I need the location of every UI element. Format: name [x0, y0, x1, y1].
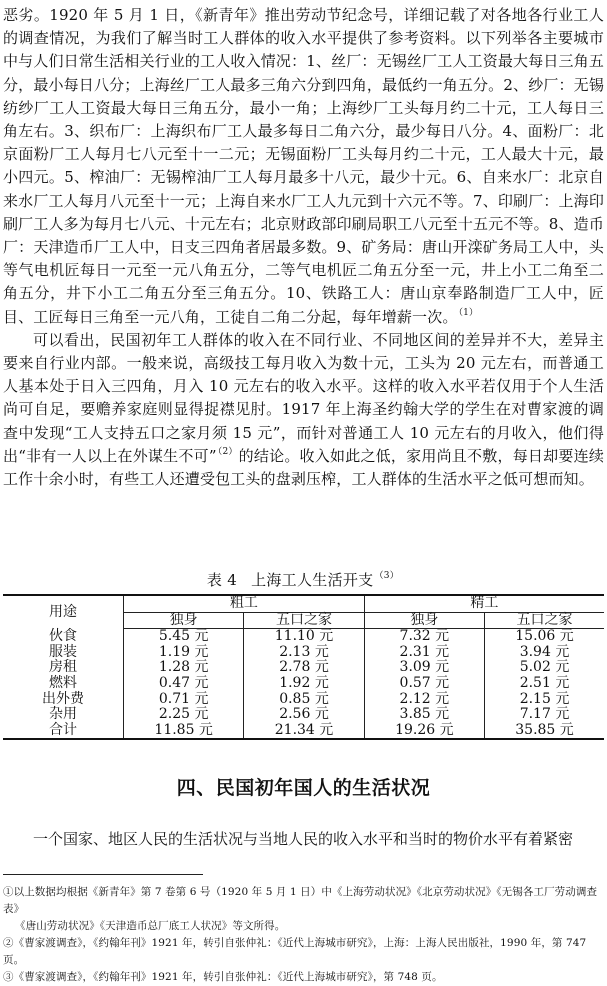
table-cell: 15.06 元 — [485, 629, 604, 645]
table-cell: 2.31 元 — [364, 645, 484, 661]
footnote-text: ①以上数据均根据《新青年》第 7 卷第 6 号（1920 年 5 月 1 日）中《上海劳动状况》《北京劳动状况》《无锡各工厂劳动调查表》 — [3, 886, 598, 915]
table-cell: 3.09 元 — [364, 660, 484, 676]
column-group-skilled: 精工 — [364, 595, 604, 612]
table-row — [3, 707, 604, 723]
table-cell: 2.13 元 — [244, 645, 364, 661]
table-title: 上海工人生活开支 — [251, 571, 374, 589]
table-row — [3, 692, 604, 708]
footnote-1 — [3, 884, 604, 935]
row-label: 出外费 — [3, 692, 124, 708]
footnote-ref-3[interactable]: （3） — [374, 571, 400, 581]
footnote-ref-2[interactable]: （2） — [217, 446, 238, 457]
table-cell: 2.15 元 — [485, 692, 604, 708]
table-cell: 11.10 元 — [244, 629, 364, 645]
table-cell: 7.17 元 — [485, 707, 604, 723]
subheader-family: 五口之家 — [244, 612, 364, 629]
table-cell: 1.28 元 — [124, 660, 244, 676]
table-cell: 0.57 元 — [364, 676, 484, 692]
table-cell: 1.92 元 — [244, 676, 364, 692]
table-cell: 5.02 元 — [485, 660, 604, 676]
footnotes — [3, 884, 604, 986]
table-cell: 0.85 元 — [244, 692, 364, 708]
subheader-family: 五口之家 — [485, 612, 604, 629]
row-label: 合计 — [3, 723, 124, 740]
table-cell: 3.85 元 — [364, 707, 484, 723]
table-cell: 35.85 元 — [485, 723, 604, 740]
paragraph-income-analysis — [3, 329, 604, 491]
column-group-rough: 粗工 — [124, 595, 365, 612]
table-number: 表 4 — [206, 571, 238, 589]
table-cell: 19.26 元 — [364, 723, 484, 740]
table-cell: 7.32 元 — [364, 629, 484, 645]
paragraph-worker-income — [3, 4, 604, 329]
table-row — [3, 660, 604, 676]
table-row — [3, 629, 604, 645]
table-cell: 11.85 元 — [124, 723, 244, 740]
table-row — [3, 676, 604, 692]
expense-table — [3, 594, 604, 740]
table-cell: 0.47 元 — [124, 676, 244, 692]
column-header-use: 用途 — [3, 595, 124, 629]
table-header-row — [3, 595, 604, 612]
footnote-2: ②《曹家渡调查》，《约翰年刊》1921 年，转引自张仲礼：《近代上海城市研究》，上海：上海人民出版社，1990 年，第 747 页。 — [3, 937, 587, 966]
row-label: 伙食 — [3, 629, 124, 645]
table-cell: 2.12 元 — [364, 692, 484, 708]
table-caption — [0, 570, 607, 590]
footnote-ref-1[interactable]: （1） — [458, 307, 479, 318]
table-cell: 2.56 元 — [244, 707, 364, 723]
subheader-single: 独身 — [364, 612, 484, 629]
footnote-text: 《唐山劳动状况》《天津造币总厂底工人状况》等文所得。 — [15, 920, 286, 932]
row-label: 杂用 — [3, 707, 124, 723]
table-cell: 2.78 元 — [244, 660, 364, 676]
table-cell: 21.34 元 — [244, 723, 364, 740]
table-cell: 0.71 元 — [124, 692, 244, 708]
table-row — [3, 645, 604, 661]
footnote-3: ③《曹家渡调查》，《约翰年刊》1921 年，转引自张仲礼：《近代上海城市研究》，第 748 页。 — [3, 971, 443, 983]
table-row-total — [3, 723, 604, 740]
paragraph-text: 的结论。收入如此之低，家用尚且不敷，每日却要连续工作十余小时，有些工人还遭受包工头的盘剥压榨，工人群体的生活水平之低可想而知。 — [3, 446, 604, 489]
paragraph-living-conditions: 一个国家、地区人民的生活状况与当地人民的收入水平和当时的物价水平有着紧密 — [33, 830, 574, 848]
table-cell: 3.94 元 — [485, 645, 604, 661]
row-label: 燃料 — [3, 676, 124, 692]
section-heading: 四、民国初年国人的生活状况 — [176, 777, 431, 799]
table-cell: 2.25 元 — [124, 707, 244, 723]
subheader-single: 独身 — [124, 612, 244, 629]
body-text — [3, 4, 604, 491]
paragraph-text: 恶劣。1920 年 5 月 1 日，《新青年》推出劳动节纪念号，详细记载了对各地各行业工人的调查情况，为我们了解当时工人群体的收入水平提供了参考资料。以下列举各主要城市中与人们日常生活相关行业的工人收入情况：1、丝厂：无锡丝厂工人工资最大每日三角五分，最小每日八分；上海丝厂工人最多三角六分到四角，最低约一角五分。2、纱厂：无锡纺纱厂工人工资最大每日三角五分，最小一角；上海纱厂工头每月约二十元，工人每日三角左右。3、织布厂：上海织布厂工人最多每日二角六分，最少每日八分。4、面粉厂：北京面粉厂工人每月七八元至十一二元；无锡面粉厂工头每月约二十元，工人最大十元，最小四元。5、榨油厂：无锡榨油厂工人每月最多十八元，最少十元。6、自来水厂：北京自来水厂工人每月八元至十一元；上海自来水厂工人九元到十六元不等。7、印刷厂：上海印刷厂工人多为每月七八元、十元左右；北京财政部印刷局职工八元至十五元不等。8、造币厂：天津造币厂工人中，日支三四角者居最多数。9、矿务局：唐山开滦矿务局工人中，头等气电机匠每日一元至一元八角五分，二等气电机匠二角五分至一元，井上小工二角至二角五分，井下小工二角五分至三角五分。10、铁路工人：唐山京奉路制造厂工人中，匠目、工匠每日三角至一元八角，工徒自二角二分起，每年增薪一次。 — [3, 6, 604, 326]
table-cell: 1.19 元 — [124, 645, 244, 661]
table-cell: 2.51 元 — [485, 676, 604, 692]
table-cell: 5.45 元 — [124, 629, 244, 645]
paragraph-text: 可以看出，民国初年工人群体的收入在不同行业、不同地区间的差异并不大，差异主要来自行业内部。一般来说，高级技工每月收入为数十元，工头为 20 元左右，而普通工人基本处于日入三四角，月入 10 元左右的收入水平。这样的收入水平若仅用于个人生活尚可自足，要赡养家庭则显得捉襟见肘。1917 年上海圣约翰大学的学生在对曹家渡的调查中发现“工人支持五口之家月须 15 元”，而针对普通工人 10 元左右的月收入，他们得出“非有一人以上在外谋生不可” — [3, 330, 604, 465]
footnote-divider — [3, 874, 203, 875]
row-label: 房租 — [3, 660, 124, 676]
row-label: 服装 — [3, 645, 124, 661]
